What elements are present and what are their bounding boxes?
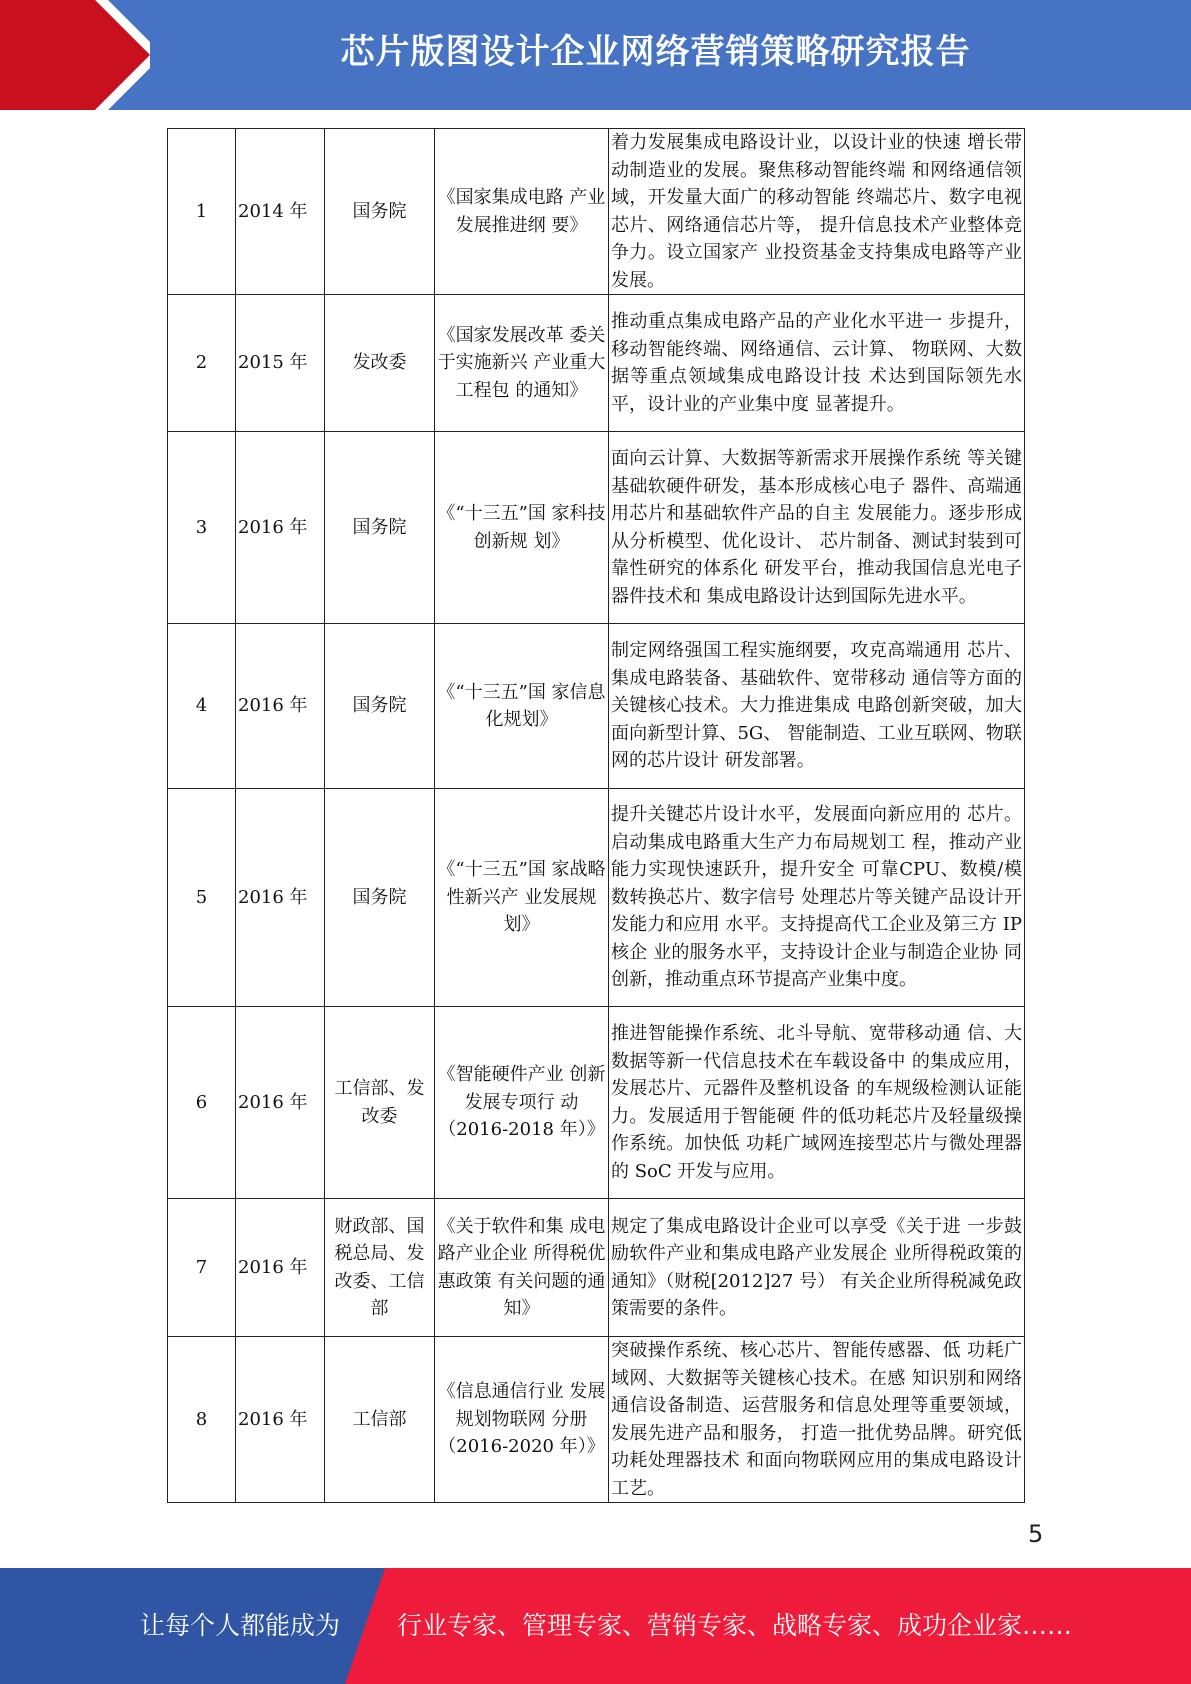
row-year: 2014 年 [236, 129, 325, 295]
row-year: 2016 年 [236, 1199, 325, 1337]
row-department: 国务院 [325, 432, 435, 624]
row-number: 7 [168, 1199, 236, 1337]
row-document: 《国家发展改革 委关于实施新兴 产业重大工程包 的通知》 [435, 295, 609, 432]
row-document: 《国家集成电路 产业发展推进纲 要》 [435, 129, 609, 295]
table-row [168, 1007, 1025, 1199]
row-content: 推动重点集成电路产品的产业化水平进一 步提升，移动智能终端、网络通信、云计算、 物联网、大数据等重点领域集成电路设计技 术达到国际领先水平，设计业的产业集中度 显著提升。 [609, 295, 1025, 432]
table-row [168, 432, 1025, 624]
row-number: 2 [168, 295, 236, 432]
header-red-chevron [0, 0, 150, 110]
row-year: 2016 年 [236, 1007, 325, 1199]
row-document: 《关于软件和集 成电路产业企业 所得税优惠政策 有关问题的通 知》 [435, 1199, 609, 1337]
page-title: 芯片版图设计企业网络营销策略研究报告 [340, 32, 971, 72]
row-department: 国务院 [325, 624, 435, 789]
footer-slogan-left: 让每个人都能成为 [140, 1611, 341, 1640]
row-year: 2016 年 [236, 1337, 325, 1503]
table-row [168, 789, 1025, 1007]
row-number: 3 [168, 432, 236, 624]
row-document: 《信息通信行业 发展规划物联网 分册（2016-2020 年）》 [435, 1337, 609, 1503]
table-row [168, 624, 1025, 789]
page-header [0, 0, 1191, 110]
row-number: 5 [168, 789, 236, 1007]
row-department: 财政部、国税总局、发改委、工信部 [325, 1199, 435, 1337]
row-content: 提升关键芯片设计水平，发展面向新应用的 芯片。启动集成电路重大生产力布局规划工 程，推动产业能力实现快速跃升，提升安全 可靠CPU、数模/模数转换芯片、数字信号 处理芯片等关键产品设计开发能力和应用 水平。支持提高代工企业及第三方 IP 核企 业的服务水平，支持设计企业与制造企业协 同创新，推动重点环节提高产业集中度。 [609, 789, 1025, 1007]
table-row [168, 295, 1025, 432]
table-row [168, 1337, 1025, 1503]
page-number: 5 [1028, 1520, 1044, 1548]
page-footer [0, 1568, 1191, 1684]
row-content: 推进智能操作系统、北斗导航、宽带移动通 信、大数据等新一代信息技术在车载设备中 的集成应用，发展芯片、元器件及整机设备 的车规级检测认证能力。发展适用于智能硬 件的低功耗芯片及轻量级操作系统。加快低 功耗广域网连接型芯片与微处理器的 SoC 开发与应用。 [609, 1007, 1025, 1199]
row-content: 面向云计算、大数据等新需求开展操作系统 等关键基础软硬件研发，基本形成核心电子 器件、高端通用芯片和基础软件产品的自主 发展能力。逐步形成从分析模型、优化设计、 芯片制备、测试封装到可靠性研究的体系化 研发平台，推动我国信息光电子器件技术和 集成电路设计达到国际先进水平。 [609, 432, 1025, 624]
row-department: 工信部、发改委 [325, 1007, 435, 1199]
row-document: 《“十三五”国 家战略性新兴产 业发展规划》 [435, 789, 609, 1007]
row-content: 制定网络强国工程实施纲要，攻克高端通用 芯片、集成电路装备、基础软件、宽带移动 通信等方面的关键核心技术。大力推进集成 电路创新突破，加大面向新型计算、5G、 智能制造、工业互联网、物联网的芯片设计 研发部署。 [609, 624, 1025, 789]
row-department: 国务院 [325, 789, 435, 1007]
row-department: 国务院 [325, 129, 435, 295]
row-year: 2016 年 [236, 624, 325, 789]
row-number: 6 [168, 1007, 236, 1199]
row-document: 《“十三五”国 家信息化规划》 [435, 624, 609, 789]
table-row [168, 129, 1025, 295]
row-department: 发改委 [325, 295, 435, 432]
row-year: 2016 年 [236, 432, 325, 624]
row-document: 《智能硬件产业 创新发展专项行 动（2016-2018 年）》 [435, 1007, 609, 1199]
row-number: 1 [168, 129, 236, 295]
row-content: 规定了集成电路设计企业可以享受《关于进 一步鼓励软件产业和集成电路产业发展企 业所得税政策的通知》（财税[2012]27 号） 有关企业所得税减免政策需要的条件。 [609, 1199, 1025, 1337]
table-row [168, 1199, 1025, 1337]
row-number: 8 [168, 1337, 236, 1503]
row-document: 《“十三五”国 家科技创新规 划》 [435, 432, 609, 624]
row-year: 2016 年 [236, 789, 325, 1007]
row-content: 着力发展集成电路设计业，以设计业的快速 增长带动制造业的发展。聚焦移动智能终端 和网络通信领域，开发量大面广的移动智能 终端芯片、数字电视芯片、网络通信芯片等， 提升信息技术产业整体竞争力。设立国家产 业投资基金支持集成电路等产业发展。 [609, 129, 1025, 295]
row-year: 2015 年 [236, 295, 325, 432]
footer-slogan-right: 行业专家、管理专家、营销专家、战略专家、成功企业家…… [397, 1611, 1073, 1640]
row-department: 工信部 [325, 1337, 435, 1503]
row-content: 突破操作系统、核心芯片、智能传感器、低 功耗广域网、大数据等关键核心技术。在感 知识别和网络通信设备制造、运营服务和信息处理等重要领域，发展先进产品和服务， 打造一批优势品牌。研究低功耗处理器技术 和面向物联网应用的集成电路设计工艺。 [609, 1337, 1025, 1503]
policy-table [167, 128, 1025, 1503]
row-number: 4 [168, 624, 236, 789]
